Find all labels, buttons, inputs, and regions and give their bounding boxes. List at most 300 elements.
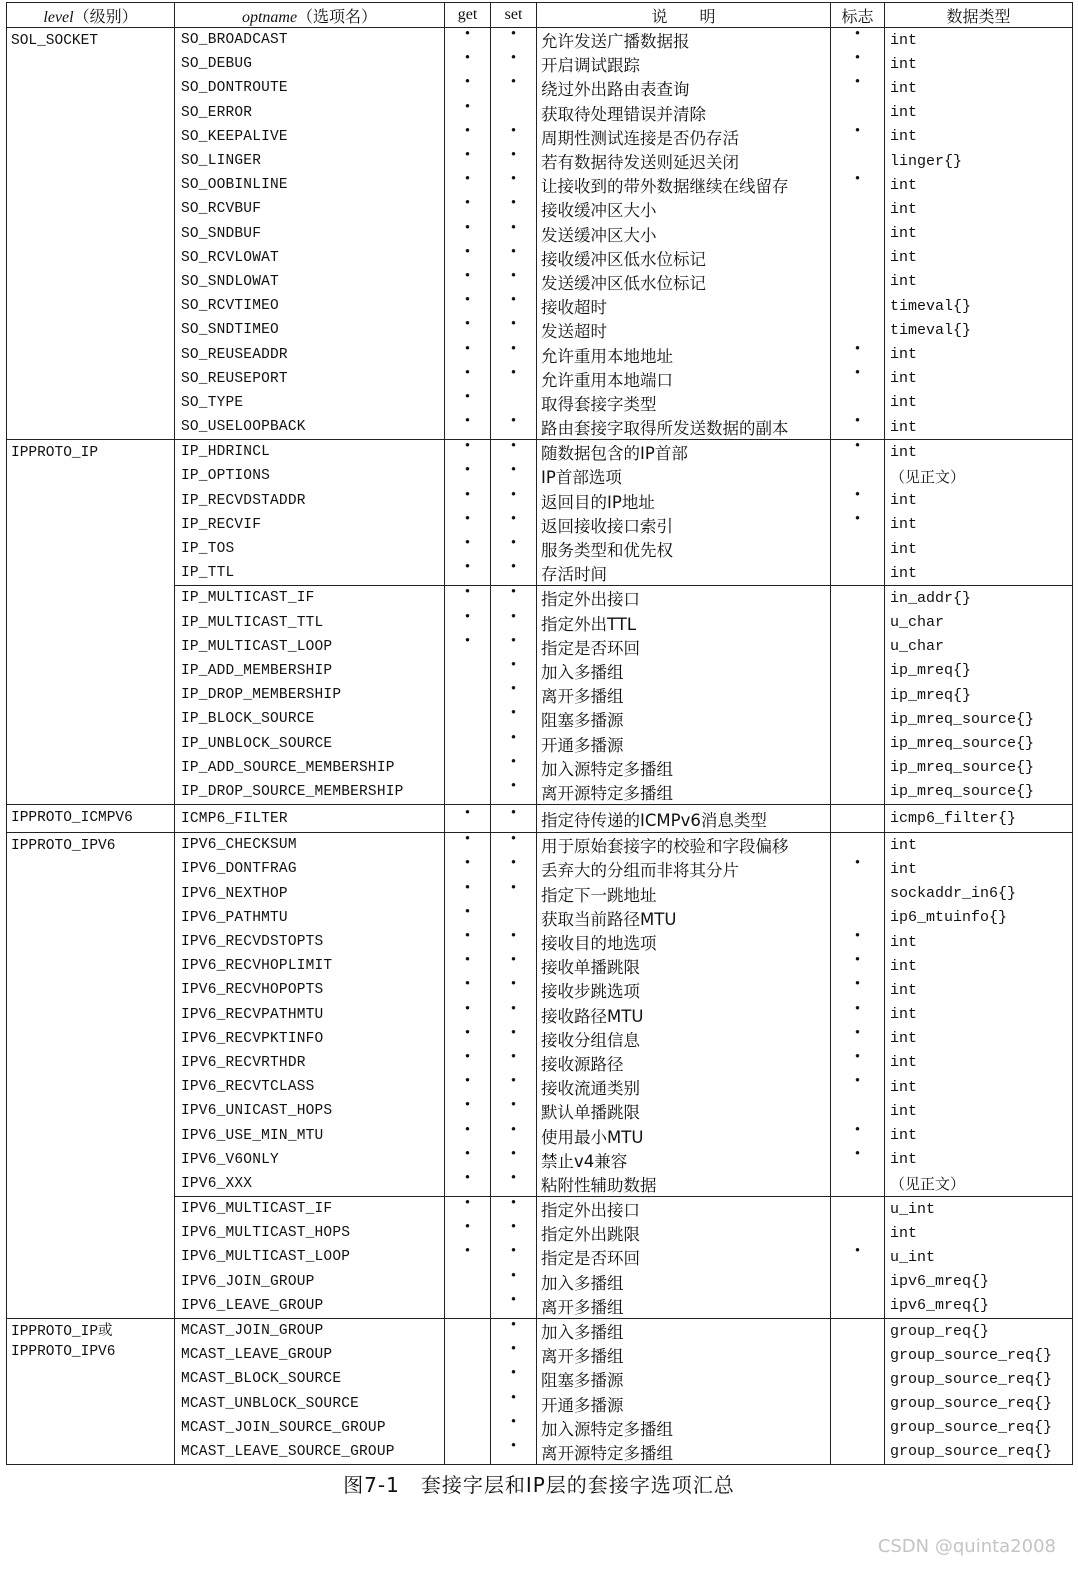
flag-dot: • [854, 1245, 861, 1260]
description-cell: 离开多播组 [537, 683, 831, 707]
get-cell [445, 833, 491, 858]
description-cell: IP首部选项 [537, 464, 831, 488]
get-dot: • [464, 197, 471, 212]
data-type-cell: int [885, 367, 1073, 391]
set-dot: • [510, 1391, 517, 1406]
set-cell [491, 440, 537, 465]
description-cell: 指定是否环回 [537, 635, 831, 659]
flag-cell [831, 1221, 885, 1245]
set-cell [491, 1270, 537, 1294]
data-type-cell: int [885, 391, 1073, 415]
flag-cell [831, 707, 885, 731]
header-get: get [445, 3, 491, 28]
optname-cell: IPV6_PATHMTU [175, 906, 445, 930]
flag-cell [831, 294, 885, 318]
set-dot: • [510, 585, 517, 601]
set-cell [491, 882, 537, 906]
get-dot: • [464, 173, 471, 188]
data-type-cell: （见正文） [885, 1172, 1073, 1197]
data-type-cell: int [885, 978, 1073, 1002]
data-type-cell: int [885, 125, 1073, 149]
set-dot: • [510, 1147, 517, 1162]
flag-dot: • [854, 929, 861, 945]
description-cell: 离开源特定多播组 [537, 780, 831, 805]
get-cell [445, 52, 491, 76]
description-cell: 指定待传递的ICMPv6消息类型 [537, 805, 831, 833]
optname-cell: IPV6_JOIN_GROUP [175, 1270, 445, 1294]
data-type-cell: timeval{} [885, 294, 1073, 318]
flag-cell [831, 561, 885, 586]
set-dot: • [510, 221, 517, 236]
data-type-cell: ip_mreq_source{} [885, 731, 1073, 755]
set-dot: • [510, 1050, 517, 1065]
set-cell [491, 367, 537, 391]
data-type-cell: int [885, 415, 1073, 440]
flag-cell [831, 731, 885, 755]
optname-cell: IP_ADD_MEMBERSHIP [175, 659, 445, 683]
description-cell: 指定下一跳地址 [537, 882, 831, 906]
optname-cell: IPV6_MULTICAST_LOOP [175, 1245, 445, 1269]
flag-cell [831, 1148, 885, 1172]
flag-cell [831, 28, 885, 53]
set-dot: • [510, 1439, 517, 1454]
flag-cell [831, 805, 885, 833]
header-flag: 标志 [831, 3, 885, 28]
flag-dot: • [854, 954, 861, 969]
get-cell [445, 76, 491, 100]
data-type-cell: int [885, 28, 1073, 53]
flag-dot: • [854, 857, 861, 872]
description-cell: 让接收到的带外数据继续在线留存 [537, 173, 831, 197]
set-dot: • [510, 1221, 517, 1236]
data-type-cell: int [885, 489, 1073, 513]
get-dot: • [464, 585, 471, 601]
set-dot: • [510, 954, 517, 969]
set-dot: • [510, 707, 517, 722]
optname-cell: IP_MULTICAST_LOOP [175, 635, 445, 659]
get-dot: • [464, 366, 471, 381]
data-type-cell: int [885, 1148, 1073, 1172]
optname-cell: SO_DONTROUTE [175, 76, 445, 100]
get-dot: • [464, 512, 471, 527]
set-dot: • [510, 1318, 517, 1334]
description-cell: 获取待处理错误并清除 [537, 101, 831, 125]
set-cell [491, 149, 537, 173]
flag-cell [831, 954, 885, 978]
flag-cell [831, 1245, 885, 1269]
get-cell [445, 1099, 491, 1123]
set-cell [491, 1367, 537, 1391]
get-cell [445, 246, 491, 270]
flag-cell [831, 222, 885, 246]
optname-cell: IP_DROP_MEMBERSHIP [175, 683, 445, 707]
get-cell [445, 222, 491, 246]
flag-cell [831, 513, 885, 537]
get-dot: • [464, 881, 471, 896]
set-cell [491, 318, 537, 342]
set-dot: • [510, 1196, 517, 1212]
set-dot: • [510, 683, 517, 698]
set-cell [491, 513, 537, 537]
flag-dot: • [854, 1147, 861, 1162]
description-cell: 离开多播组 [537, 1294, 831, 1319]
description-cell: 随数据包含的IP首部 [537, 440, 831, 465]
set-cell [491, 1148, 537, 1172]
set-dot: • [510, 439, 517, 455]
set-cell [491, 780, 537, 805]
set-cell [491, 342, 537, 366]
flag-dot: • [854, 52, 861, 67]
get-dot: • [464, 1075, 471, 1090]
description-cell: 指定外出接口 [537, 586, 831, 611]
set-cell [491, 1172, 537, 1197]
optname-cell: IP_DROP_SOURCE_MEMBERSHIP [175, 780, 445, 805]
description-cell: 指定外出TTL [537, 611, 831, 635]
description-cell: 开通多播源 [537, 1392, 831, 1416]
get-cell [445, 1051, 491, 1075]
flag-cell [831, 635, 885, 659]
description-cell: 加入多播组 [537, 1318, 831, 1343]
get-dot: • [464, 76, 471, 91]
description-cell: 发送缓冲区大小 [537, 222, 831, 246]
optname-cell: SO_KEEPALIVE [175, 125, 445, 149]
description-cell: 离开源特定多播组 [537, 1440, 831, 1465]
get-dot: • [464, 100, 471, 115]
optname-cell: SO_USELOOPBACK [175, 415, 445, 440]
flag-cell [831, 756, 885, 780]
optname-cell: IPV6_NEXTHOP [175, 882, 445, 906]
optname-cell: MCAST_JOIN_GROUP [175, 1318, 445, 1343]
flag-cell [831, 1440, 885, 1465]
data-type-cell: u_int [885, 1245, 1073, 1269]
set-dot: • [510, 512, 517, 527]
data-type-cell: sockaddr_in6{} [885, 882, 1073, 906]
optname-cell: SO_RCVTIMEO [175, 294, 445, 318]
optname-cell: IPV6_LEAVE_GROUP [175, 1294, 445, 1319]
get-cell [445, 513, 491, 537]
set-cell [491, 978, 537, 1002]
flag-dot: • [854, 978, 861, 993]
watermark: CSDN @quinta2008 [877, 1536, 1056, 1557]
description-cell: 开启调试跟踪 [537, 52, 831, 76]
flag-cell [831, 149, 885, 173]
get-dot: • [464, 929, 471, 945]
optname-cell: MCAST_BLOCK_SOURCE [175, 1367, 445, 1391]
header-data-type: 数据类型 [885, 3, 1073, 28]
get-cell [445, 1197, 491, 1222]
get-cell [445, 1148, 491, 1172]
description-cell: 接收缓冲区低水位标记 [537, 246, 831, 270]
set-cell [491, 1416, 537, 1440]
optname-cell: IP_MULTICAST_IF [175, 586, 445, 611]
flag-cell [831, 1197, 885, 1222]
set-cell [491, 833, 537, 858]
set-dot: • [510, 294, 517, 309]
get-cell [445, 1270, 491, 1294]
set-cell [491, 805, 537, 833]
get-cell [445, 659, 491, 683]
data-type-cell: int [885, 561, 1073, 586]
set-cell [491, 1294, 537, 1319]
get-dot: • [464, 52, 471, 67]
flag-cell [831, 978, 885, 1002]
flag-dot: • [854, 439, 861, 455]
header-row [7, 3, 1073, 28]
get-cell [445, 270, 491, 294]
get-dot: • [464, 804, 471, 821]
header-level: level（级别） [7, 3, 175, 28]
get-dot: • [464, 1002, 471, 1017]
data-type-cell: ip_mreq{} [885, 659, 1073, 683]
flag-cell [831, 780, 885, 805]
flag-cell [831, 415, 885, 440]
flag-dot: • [854, 124, 861, 139]
optname-cell: SO_RCVBUF [175, 197, 445, 221]
data-type-cell: group_source_req{} [885, 1416, 1073, 1440]
set-cell [491, 52, 537, 76]
flag-cell [831, 857, 885, 881]
optname-cell: IPV6_RECVTCLASS [175, 1075, 445, 1099]
set-dot: • [510, 857, 517, 872]
optname-cell: IPV6_DONTFRAG [175, 857, 445, 881]
data-type-cell: int [885, 833, 1073, 858]
get-cell [445, 978, 491, 1002]
set-dot: • [510, 1026, 517, 1041]
description-cell: 周期性测试连接是否仍存活 [537, 125, 831, 149]
get-cell [445, 857, 491, 881]
get-cell [445, 294, 491, 318]
get-dot: • [464, 905, 471, 920]
flag-cell [831, 1075, 885, 1099]
get-dot: • [464, 634, 471, 649]
description-cell: 允许发送广播数据报 [537, 28, 831, 53]
description-cell: 接收路径MTU [537, 1003, 831, 1027]
level-cell: IPPROTO_IPV6 [7, 833, 175, 1319]
description-cell: 用于原始套接字的校验和字段偏移 [537, 833, 831, 858]
set-dot: • [510, 731, 517, 746]
data-type-cell: int [885, 197, 1073, 221]
get-dot: • [464, 464, 471, 479]
get-cell [445, 1221, 491, 1245]
flag-cell [831, 1003, 885, 1027]
flag-cell [831, 1051, 885, 1075]
data-type-cell: int [885, 857, 1073, 881]
description-cell: 指定是否环回 [537, 1245, 831, 1269]
set-dot: • [510, 1269, 517, 1284]
description-cell: 指定外出接口 [537, 1197, 831, 1222]
get-dot: • [464, 294, 471, 309]
description-cell: 指定外出跳限 [537, 1221, 831, 1245]
flag-dot: • [854, 512, 861, 527]
set-cell [491, 197, 537, 221]
get-cell [445, 1318, 491, 1343]
optname-cell: IP_MULTICAST_TTL [175, 611, 445, 635]
flag-dot: • [854, 1026, 861, 1041]
set-dot: • [510, 366, 517, 381]
data-type-cell: int [885, 52, 1073, 76]
get-dot: • [464, 1147, 471, 1162]
set-dot: • [510, 464, 517, 479]
optname-cell: SO_TYPE [175, 391, 445, 415]
optname-cell: IP_HDRINCL [175, 440, 445, 465]
get-cell [445, 197, 491, 221]
description-cell: 加入多播组 [537, 659, 831, 683]
data-type-cell: int [885, 222, 1073, 246]
flag-cell [831, 659, 885, 683]
set-cell [491, 415, 537, 440]
set-cell [491, 222, 537, 246]
set-cell [491, 756, 537, 780]
data-type-cell: int [885, 342, 1073, 366]
get-cell [445, 683, 491, 707]
flag-cell [831, 342, 885, 366]
set-dot: • [510, 978, 517, 993]
get-cell [445, 930, 491, 954]
description-cell: 允许重用本地端口 [537, 367, 831, 391]
set-cell [491, 930, 537, 954]
set-dot: • [510, 52, 517, 67]
data-type-cell: int [885, 1221, 1073, 1245]
set-dot: • [510, 658, 517, 673]
set-dot: • [510, 415, 517, 430]
set-dot: • [510, 1075, 517, 1090]
set-dot: • [510, 173, 517, 188]
data-type-cell: （见正文） [885, 464, 1073, 488]
data-type-cell: ip_mreq_source{} [885, 756, 1073, 780]
flag-cell [831, 1270, 885, 1294]
set-dot: • [510, 1123, 517, 1138]
get-dot: • [464, 1171, 471, 1186]
get-dot: • [464, 148, 471, 164]
get-dot: • [464, 245, 471, 260]
set-cell [491, 76, 537, 100]
get-cell [445, 1294, 491, 1319]
flag-cell [831, 270, 885, 294]
flag-cell [831, 52, 885, 76]
optname-cell: SO_DEBUG [175, 52, 445, 76]
figure-caption: 图7-1 套接字层和IP层的套接字选项汇总 [343, 1473, 735, 1497]
optname-cell: IPV6_RECVPATHMTU [175, 1003, 445, 1027]
set-dot: • [510, 1367, 517, 1382]
get-cell [445, 1367, 491, 1391]
set-cell [491, 1245, 537, 1269]
get-cell [445, 101, 491, 125]
set-dot: • [510, 197, 517, 212]
optname-cell: IP_TTL [175, 561, 445, 586]
description-cell: 离开多播组 [537, 1343, 831, 1367]
optname-cell: IPV6_RECVPKTINFO [175, 1027, 445, 1051]
data-type-cell: group_req{} [885, 1318, 1073, 1343]
set-cell [491, 1318, 537, 1343]
flag-dot: • [854, 1050, 861, 1065]
set-dot: • [510, 832, 517, 848]
set-cell [491, 1027, 537, 1051]
set-dot: • [510, 561, 517, 576]
get-cell [445, 149, 491, 173]
get-cell [445, 489, 491, 513]
flag-cell [831, 1123, 885, 1147]
set-cell [491, 857, 537, 881]
get-cell [445, 318, 491, 342]
data-type-cell: ipv6_mreq{} [885, 1270, 1073, 1294]
data-type-cell: group_source_req{} [885, 1440, 1073, 1465]
get-cell [445, 1123, 491, 1147]
data-type-cell: int [885, 270, 1073, 294]
data-type-cell: group_source_req{} [885, 1392, 1073, 1416]
flag-cell [831, 173, 885, 197]
socket-options-table [6, 2, 1073, 1465]
set-dot: • [510, 610, 517, 625]
get-cell [445, 882, 491, 906]
table-row [7, 28, 1073, 53]
optname-cell: MCAST_JOIN_SOURCE_GROUP [175, 1416, 445, 1440]
set-cell [491, 391, 537, 415]
optname-cell: SO_BROADCAST [175, 28, 445, 53]
get-dot: • [464, 1099, 471, 1114]
get-dot: • [464, 342, 471, 357]
description-cell: 阻塞多播源 [537, 707, 831, 731]
flag-dot: • [854, 366, 861, 381]
get-cell [445, 367, 491, 391]
level-cell: IPPROTO_IP或 IPPROTO_IPV6 [7, 1318, 175, 1464]
optname-cell: IP_ADD_SOURCE_MEMBERSHIP [175, 756, 445, 780]
set-cell [491, 561, 537, 586]
get-cell [445, 731, 491, 755]
description-cell: 存活时间 [537, 561, 831, 586]
flag-dot: • [854, 415, 861, 430]
set-cell [491, 464, 537, 488]
set-dot: • [510, 881, 517, 896]
data-type-cell: ipv6_mreq{} [885, 1294, 1073, 1319]
data-type-cell: int [885, 930, 1073, 954]
optname-cell: SO_ERROR [175, 101, 445, 125]
get-cell [445, 1027, 491, 1051]
set-cell [491, 537, 537, 561]
get-dot: • [464, 1245, 471, 1260]
data-type-cell: int [885, 101, 1073, 125]
data-type-cell: int [885, 1051, 1073, 1075]
set-dot: • [510, 755, 517, 770]
set-cell [491, 489, 537, 513]
data-type-cell: int [885, 954, 1073, 978]
data-type-cell: int [885, 1003, 1073, 1027]
data-type-cell: u_char [885, 611, 1073, 635]
get-dot: • [464, 439, 471, 455]
get-cell [445, 1245, 491, 1269]
get-cell [445, 707, 491, 731]
description-cell: 取得套接字类型 [537, 391, 831, 415]
flag-cell [831, 882, 885, 906]
get-cell [445, 415, 491, 440]
flag-cell [831, 537, 885, 561]
description-cell: 接收源路径 [537, 1051, 831, 1075]
optname-cell: IP_UNBLOCK_SOURCE [175, 731, 445, 755]
data-type-cell: ip_mreq{} [885, 683, 1073, 707]
optname-cell: IPV6_V6ONLY [175, 1148, 445, 1172]
set-cell [491, 707, 537, 731]
set-dot: • [510, 269, 517, 284]
set-dot: • [510, 1293, 517, 1308]
optname-cell: IP_BLOCK_SOURCE [175, 707, 445, 731]
description-cell: 开通多播源 [537, 731, 831, 755]
get-dot: • [464, 857, 471, 872]
set-dot: • [510, 779, 517, 794]
header-optname: optname（选项名） [175, 3, 445, 28]
optname-cell: IP_RECVIF [175, 513, 445, 537]
get-cell [445, 1003, 491, 1027]
get-cell [445, 1416, 491, 1440]
flag-dot: • [854, 76, 861, 91]
